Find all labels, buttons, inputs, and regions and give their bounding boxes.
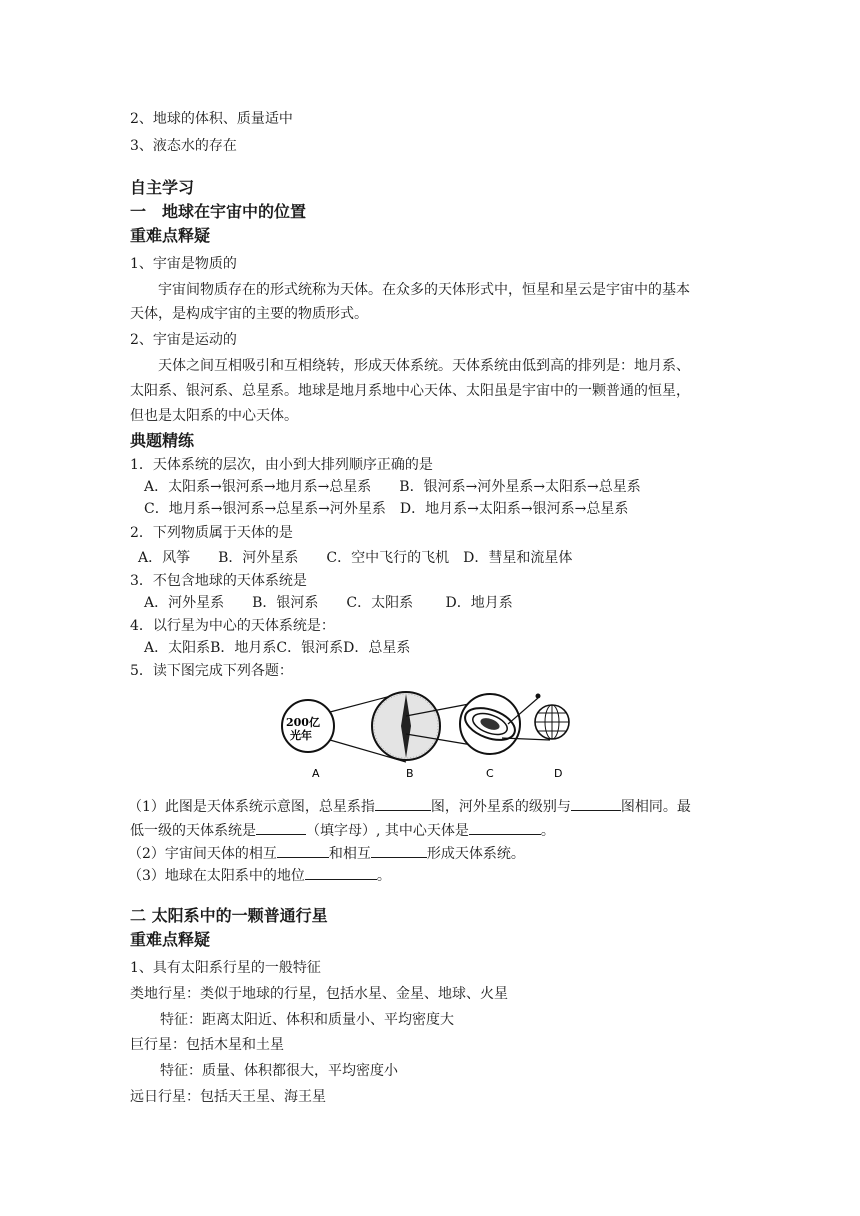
paragraph-line: 但也是太阳系的中心天体。 bbox=[130, 408, 298, 424]
section-title: 二 太阳系中的一颗普通行星 bbox=[130, 906, 328, 925]
question: 2．下列物质属于天体的是 bbox=[130, 525, 293, 541]
exercises-heading: 典题精练 bbox=[130, 431, 195, 450]
text-segment: （1）此图是天体系统示意图，总星系指 bbox=[128, 799, 375, 815]
item-title: 1、具有太阳系行星的一般特征 bbox=[130, 960, 321, 976]
fill-in-line bbox=[128, 796, 691, 817]
question: 4．以行星为中心的天体系统是： bbox=[130, 618, 335, 634]
options-line: C．地月系→银河系→总星系→河外星系 D．地月系→太阳系→银河系→总星系 bbox=[144, 501, 629, 517]
text-segment: 。 bbox=[376, 868, 391, 884]
section-title: 一 地球在宇宙中的位置 bbox=[130, 202, 307, 221]
text-segment: 。 bbox=[540, 823, 555, 839]
text-segment: （填字母）, 其中心天体是 bbox=[306, 823, 469, 839]
difficulty-heading: 重难点释疑 bbox=[130, 930, 211, 949]
fill-in-line bbox=[128, 843, 525, 864]
celestial-systems-figure bbox=[280, 688, 600, 788]
options-line: A．河外星系 B．银河系 C．太阳系 D．地月系 bbox=[144, 595, 513, 611]
answer-blank[interactable] bbox=[277, 843, 329, 858]
options-line: A．太阳系B．地月系C．银河系D．总星系 bbox=[144, 640, 411, 656]
text-segment: （2）宇宙间天体的相互 bbox=[128, 846, 277, 862]
answer-blank[interactable] bbox=[305, 865, 377, 880]
item-title: 1、宇宙是物质的 bbox=[130, 256, 237, 272]
text-line: 特征：质量、体积都很大，平均密度小 bbox=[160, 1063, 398, 1079]
text-segment: （3）地球在太阳系中的地位 bbox=[128, 868, 305, 884]
answer-blank[interactable] bbox=[256, 820, 306, 835]
figure-b-letter: B bbox=[406, 767, 414, 780]
paragraph-line: 太阳系、银河系、总星系。地球是地月系地中心天体、太阳虽是宇宙中的一颗普通的恒星， bbox=[130, 383, 690, 399]
figure-a-label-ly: 光年 bbox=[290, 729, 312, 742]
text-segment: 和相互 bbox=[328, 846, 371, 862]
options-line: A．风筝 B．河外星系 C．空中飞行的飞机 D．彗星和流星体 bbox=[138, 550, 573, 566]
text-line: 巨行星：包括木星和土星 bbox=[130, 1037, 284, 1053]
text-line: 特征：距离太阳近、体积和质量小、平均密度大 bbox=[160, 1012, 454, 1028]
text-line: 类地行星：类似于地球的行星，包括水星、金星、地球、火星 bbox=[130, 986, 508, 1002]
question: 3．不包含地球的天体系统是 bbox=[130, 573, 307, 589]
question: 5．读下图完成下列各题： bbox=[130, 663, 293, 679]
item-title: 2、宇宙是运动的 bbox=[130, 332, 237, 348]
study-heading: 自主学习 bbox=[130, 178, 195, 197]
figure-d-letter: D bbox=[554, 767, 563, 780]
answer-blank[interactable] bbox=[375, 796, 431, 811]
text-line: 远日行星：包括天王星、海王星 bbox=[130, 1089, 326, 1105]
text-segment: 形成天体系统。 bbox=[426, 846, 525, 862]
text-line: 2、地球的体积、质量适中 bbox=[130, 111, 293, 127]
figure-a-letter: A bbox=[312, 767, 320, 780]
answer-blank[interactable] bbox=[371, 843, 427, 858]
paragraph-line: 天体之间互相吸引和互相绕转，形成天体系统。天体系统由低到高的排列是：地月系、 bbox=[158, 358, 690, 374]
answer-blank[interactable] bbox=[571, 796, 621, 811]
text-segment: 图相同。最 bbox=[620, 799, 691, 815]
figure-c-letter: C bbox=[486, 767, 494, 780]
paragraph-line: 宇宙间物质存在的形式统称为天体。在众多的天体形式中，恒星和星云是宇宙中的基本 bbox=[158, 282, 690, 298]
fill-in-line bbox=[130, 820, 555, 841]
text-line: 3、液态水的存在 bbox=[130, 138, 237, 154]
answer-blank[interactable] bbox=[469, 820, 541, 835]
question: 1．天体系统的层次，由小到大排列顺序正确的是 bbox=[130, 457, 433, 473]
text-segment: 低一级的天体系统是 bbox=[130, 823, 256, 839]
text-segment: 图，河外星系的级别与 bbox=[430, 799, 571, 815]
fill-in-line bbox=[128, 865, 391, 886]
options-line: A．太阳系→银河系→地月系→总星系 B．银河系→河外星系→太阳系→总星系 bbox=[144, 479, 641, 495]
paragraph-line: 天体，是构成宇宙的主要的物质形式。 bbox=[130, 306, 368, 322]
figure-a-label-200: 200亿 bbox=[286, 716, 320, 729]
difficulty-heading: 重难点释疑 bbox=[130, 226, 211, 245]
